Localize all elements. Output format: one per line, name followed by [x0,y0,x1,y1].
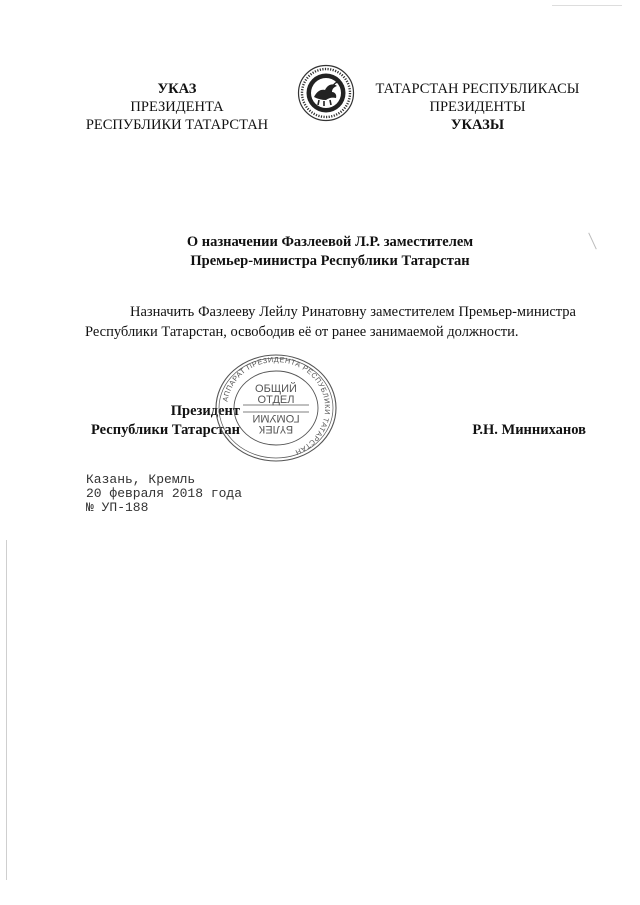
place-text: Казань, Кремль [86,472,196,487]
header-left-line2: ПРЕЗИДЕНТА [130,99,224,115]
office-stamp-icon [213,352,339,464]
decree-title [150,233,510,271]
decree-number: № УП-188 [86,500,149,515]
signature-name: Р.Н. Минниханов [472,422,586,438]
stamp-center-line4: ГОМУМИ [252,412,300,424]
signature-title-line1: Президент [170,403,240,419]
stamp-center-line2: ОТДЕЛ [257,394,295,406]
decree-title-line1: О назначении Фазлеевой Л.Р. заместителем [186,234,474,250]
header-right-block [370,80,585,134]
header-right-line1: ТАТАРСТАН РЕСПУБЛИКАСЫ [375,81,580,97]
header-right-line2: ПРЕЗИДЕНТЫ [429,99,526,115]
stamp-center-line3: БҮЛЕК [258,423,294,435]
stamp-ring-text: АППАРАТ ПРЕЗИДЕНТА РЕСПУБЛИКИ ТАТАРСТАН [220,354,333,458]
decree-title-line2: Премьер-министра Республики Татарстан [190,253,470,269]
header-right-line3: УКАЗЫ [450,117,505,133]
scan-margin-line [6,540,7,880]
scan-mark [588,233,597,250]
tatarstan-emblem-icon [297,64,355,122]
header-left-block [82,80,272,134]
date-text: 20 февраля 2018 года [86,486,243,501]
decree-body-paragraph: Назначить Фазлееву Лейлу Ринатовну заместителем Премьер-министра Республики Татарстан, освободив её от ранее занимаемой должности. [85,304,576,340]
header-left-line3: РЕСПУБЛИКИ ТАТАРСТАН [85,117,269,133]
place-date-block [86,473,242,515]
stamp-center-line1: ОБЩИЙ [255,383,297,395]
signature-title-line2: Республики Татарстан [91,422,240,438]
header-left-line1: УКАЗ [157,81,197,97]
scan-edge-mark [552,5,622,6]
svg-text:АППАРАТ ПРЕЗИДЕНТА РЕСПУБЛИКИ [220,355,332,457]
